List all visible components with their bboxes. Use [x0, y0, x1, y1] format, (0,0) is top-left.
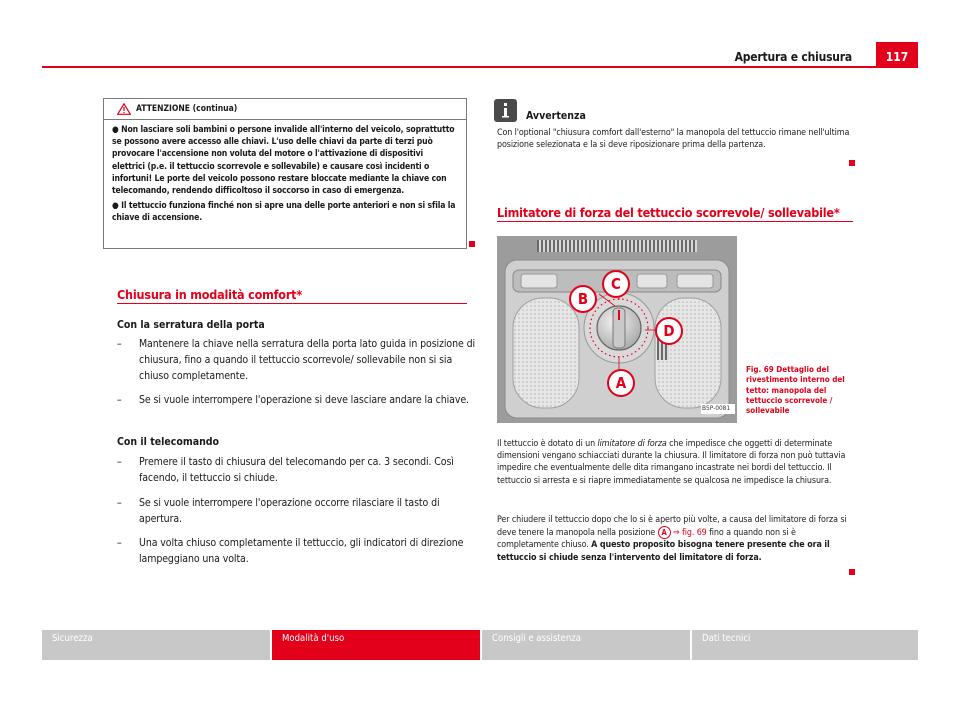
section-end-marker [469, 241, 475, 247]
warning-item: ● Il tettuccio funziona finché non si apre una delle porte anteriori e non si sfila la chiave di accensione. [112, 201, 456, 224]
page-number: 117 [876, 42, 918, 68]
step-text: Se si vuole interrompere l'operazione si deve lasciare andare la chiave. [139, 394, 469, 406]
warning-item: ● Non lasciare soli bambini o persone invalide all'interno del veicolo, soprattutto se possono avere accesso alle chiavi. L'uso delle chiavi da parte di terzi può provocare l'accensione non voluta del motore o l'attivazione di dispositivi elettrici (p.e. il tettuccio scorrevole e sollevabile) e causare così incidenti o infortuni! Le porte del veicolo possono restare bloccate mediante la chiave con telecomando, rendendo difficoltoso il soccorso in caso di emergenza. [112, 125, 455, 197]
running-header-title: Apertura e chiusura [734, 50, 852, 64]
dash-bullet: – [117, 394, 122, 406]
section-end-marker [849, 160, 855, 166]
dash-bullet: – [117, 497, 122, 509]
figure-link[interactable]: ⇒ fig. 69 [670, 528, 707, 539]
step-text: Premere il tasto di chiusura del telecomando per ca. 3 secondi. Così facendo, il tettuccio si chiude. [139, 456, 454, 484]
callout-label-d: D [655, 317, 683, 345]
header-rule [42, 66, 918, 68]
step-text: Se si vuole interrompere l'operazione occorre rilasciare il tasto di apertura. [139, 497, 440, 525]
step-item [117, 495, 484, 527]
section-end-marker [849, 569, 855, 575]
section-title-comfort: Chiusura in modalità comfort* [117, 287, 303, 302]
step-item [117, 392, 484, 408]
callout-label-a: A [607, 369, 635, 397]
footer-tab-dati-tecnici[interactable]: Dati tecnici [692, 630, 918, 660]
step-item [117, 454, 484, 486]
warning-body [104, 120, 466, 225]
dash-bullet: – [117, 537, 122, 549]
subheading-door-lock: Con la serratura della porta [117, 319, 265, 331]
position-badge-a: A [658, 526, 671, 539]
section-title-limiter: Limitatore di forza del tettuccio scorrevole/ sollevabile* [497, 205, 840, 220]
text-run: che impedisce che oggetti di determinate dimensioni vengano schiacciati durante la chiusura. Il limitatore di forza non può tuttavia impedire che eventualmente delle dita rimangano incastrate nei bordi del tettuccio. Il tettuccio si arresta e si riapre immediatamente se qualcosa ne impedisce la chiusura. [497, 439, 846, 486]
info-i-icon [494, 99, 517, 122]
warning-box [103, 98, 467, 249]
text-run: Il tettuccio è dotato di un [497, 439, 598, 449]
figure-code: B5P-0081 [702, 404, 731, 412]
subheading-remote: Con il telecomando [117, 436, 220, 448]
warning-title: ATTENZIONE (continua) [136, 104, 238, 114]
figure-caption: Fig. 69 Dettaglio del rivestimento interno del tetto: manopola del tettuccio scorrevole / sollevabile [746, 365, 845, 416]
limiter-paragraph-1 [497, 438, 855, 487]
warning-triangle-icon [117, 103, 131, 115]
figure-roof-knob [497, 236, 737, 423]
limiter-paragraph-2 [497, 514, 855, 564]
step-text: Una volta chiuso completamente il tettuccio, gli indicatori di direzione lampeggiano una volta. [139, 537, 464, 565]
section-rule [497, 221, 853, 222]
footer-tab-sicurezza[interactable]: Sicurezza [42, 630, 270, 660]
step-item [117, 535, 484, 567]
footer-tab-consigli[interactable]: Consigli e assistenza [482, 630, 690, 660]
step-item [117, 336, 484, 384]
dash-bullet: – [117, 338, 122, 350]
callout-label-b: B [569, 285, 597, 313]
dash-bullet: – [117, 456, 122, 468]
callout-label-c: C [602, 270, 630, 298]
footer-tab-modalita-uso[interactable]: Modalità d'uso [272, 630, 480, 660]
note-title: Avvertenza [526, 110, 586, 122]
text-run: Per chiudere il tettuccio dopo che lo si è aperto più volte, a causa del limitatore di forza si deve tenere la manopola nella posizione [497, 515, 847, 539]
note-icon [494, 99, 517, 122]
emphasis-limiter: limitatore di forza [597, 439, 667, 449]
section-rule [117, 303, 467, 304]
note-text: Con l'optional "chiusura comfort dall'esterno" la manopola del tettuccio rimane nell'ultima posizione selezionata e la si deve riposizionare prima della partenza. [497, 128, 850, 151]
bold-warning-text: A questo proposito bisogna tenere presente che ora il tettuccio si chiude senza l'intervento del limitatore di forza. [497, 540, 830, 563]
text-run: fino a quando non si è completamente chiuso. [497, 528, 796, 551]
step-text: Mantenere la chiave nella serratura della porta lato guida in posizione di chiusura, fino a quando il tettuccio scorrevole/ sollevabile non si sia chiuso completamente. [139, 338, 476, 382]
warning-header [104, 99, 466, 120]
